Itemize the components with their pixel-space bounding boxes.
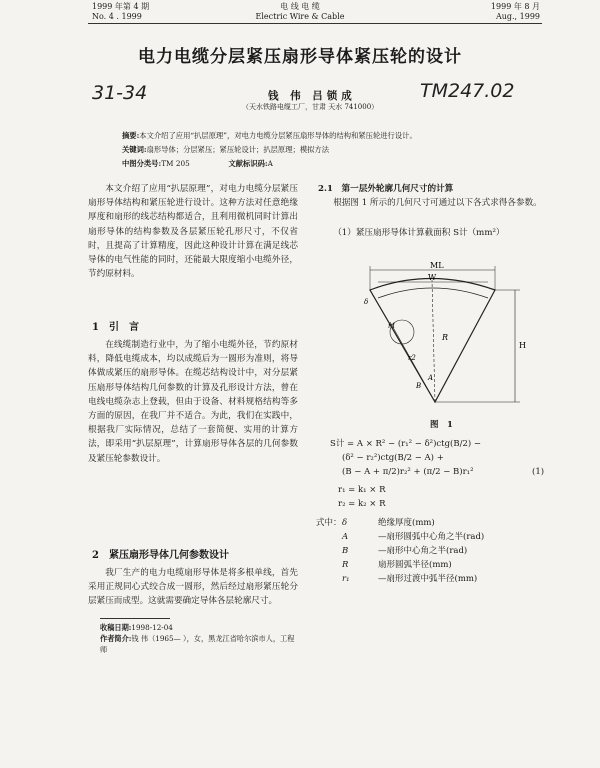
symbols-intro: 式中： (316, 518, 342, 528)
symbol-definition (342, 572, 484, 586)
handwritten-page-note: 31-34 (92, 82, 148, 104)
symbol-description: 扇形圆弧半径(mm) (378, 560, 452, 570)
keywords-text: 扇形导体；分层紧压；紧压轮设计；扒层原理；模拟方法 (146, 145, 330, 154)
equation-r1: r₁ = k₁ × R (338, 485, 386, 495)
journal-issue: 1999 年第 4 期 (92, 2, 150, 11)
symbol-name: R (342, 560, 349, 570)
section-2-paragraph: 我厂生产的电力电缆扇形导体是将多根单线，首先采用正规同心式绞合成一圆形，然后经过扇形紧压轮分层紧压而成型。这就需要确定导体各层轮廓尺寸。 (88, 568, 298, 607)
subsection-paragraph-2: （1）紧压扇形导体计算截面积 S计（mm²） (333, 228, 505, 238)
author-names: 钱 伟 吕锁成 (268, 90, 356, 102)
r1-label: r1 (388, 322, 396, 330)
delta-label: δ (364, 298, 369, 306)
equation-r2: r₂ = k₂ × R (338, 499, 386, 509)
symbol-description: —扇形过渡中弧半径(mm) (378, 574, 478, 584)
journal-name-en: Electric Wire & Cable (255, 12, 345, 21)
footnote (100, 622, 300, 655)
symbol-name: δ (342, 518, 348, 528)
symbol-description: 绝缘厚度(mm) (378, 518, 435, 528)
journal-date: 1999 年 8 月 (490, 2, 540, 11)
journal-name: 电 线 电 缆 (280, 2, 320, 11)
footnote-rule (100, 618, 170, 619)
symbol-list (342, 516, 484, 586)
symbol-description: —扇形中心角之半(rad) (378, 546, 468, 556)
r2-label: r2 (408, 354, 416, 362)
journal-date-en: Aug., 1999 (495, 12, 540, 21)
center-line (432, 280, 435, 402)
inner-arc (378, 288, 488, 298)
classification (122, 159, 273, 169)
keywords-label: 关键词: (122, 145, 147, 154)
abstract (122, 131, 417, 141)
doc-code: A (267, 159, 273, 168)
symbol-definition (342, 530, 484, 544)
section-1-heading: 1 引 言 (92, 322, 139, 333)
b-angle-label: B (416, 382, 422, 390)
figure-1-diagram (320, 262, 550, 412)
section-2-heading: 2 紧压扇形导体几何参数设计 (92, 550, 229, 561)
r-label: R (442, 333, 449, 342)
h-label: H (519, 341, 526, 350)
symbol-definition (342, 516, 484, 530)
symbol-name: r₁ (342, 574, 350, 584)
author-affiliation: （天水铁路电缆工厂，甘肃 天水 741000） (242, 103, 379, 111)
radius-line (390, 322, 435, 402)
ml-label: ML (430, 262, 444, 270)
equation-line-1: S计 = A × R² − (r₁² − δ²)ctg(B/2) − (330, 439, 481, 449)
subsection-2-1-heading: 2.1 第一层外轮廓几何尺寸的计算 (318, 184, 454, 194)
paper-title: 电力电缆分层紧压扇形导体紧压轮的设计 (138, 47, 462, 67)
class-label: 中图分类号: (122, 159, 162, 168)
doc-code-label: 文献标识码: (228, 159, 268, 168)
symbol-description: —扇形圆弧中心角之半(rad) (378, 532, 485, 542)
equation-line-2: (δ² − r₂²)ctg(B/2 − A) + (342, 453, 444, 463)
journal-issue-en: No. 4 . 1999 (92, 12, 142, 21)
figure-1-caption: 图 1 (430, 420, 453, 430)
author-bio: 作者简介:钱 伟（1965— ），女，黑龙江省哈尔滨市人，工程师 (100, 634, 295, 654)
header-rule (88, 23, 542, 24)
abstract-text: 本文介绍了应用“扒层原理”，对电力电缆分层紧压扇形导体的结构和紧压轮进行设计。 (139, 131, 417, 140)
class-number: TM 205 (161, 159, 190, 168)
subsection-paragraph-1: 根据图 1 所示的几何尺寸可通过以下各式求得各参数。 (333, 198, 542, 208)
a-angle-label: A (428, 374, 434, 382)
handwritten-class-note: TM247.02 (420, 80, 515, 102)
abstract-label: 摘要: (122, 131, 140, 140)
equation-line-3: (B − A + π/2)r₂² + (π/2 − B)r₁² (342, 467, 474, 477)
keywords (122, 145, 329, 155)
section-1-paragraph: 在线缆制造行业中，为了缩小电缆外径，节约原材料，降低电缆成本，均以成缆后为一圆形为准则，将导体做成紧压的扇形导体。在缆芯结构设计中，对分层紧压扇形导体结构几何参数的计算及孔形设计方法，曾在电线电缆杂志上登载，但由于设备、材料规格结构等多方面的原因，在我厂并不适合。为此，我们在实践中，根据我厂实际情况，总结了一套简便、实用的计算方法，即采用“扒层原理”，计算扇形导体各层的几何参数及紧压轮参数设计。 (88, 340, 298, 464)
intro-paragraph: 本文介绍了应用“扒层原理”，对电力电缆分层紧压扇形导体结构和紧压轮进行设计。这种方法对任意绝缘厚度和扇形的线芯结构都适合，且利用微机同时计算出扇形导体的结构参数及各层紧压轮孔形尺寸，不仅省时，且提高了计算精度，因此这种设计计算在满足线芯导体的电气性能的同时，还能最大限度缩小电缆外径，节约原材料。 (88, 184, 298, 280)
symbol-definition (342, 544, 484, 558)
equation-number: (1) (532, 467, 545, 477)
received-date: 收稿日期:1998-12-04 (100, 623, 173, 632)
symbol-definition (342, 558, 484, 572)
w-label: W (428, 273, 437, 282)
symbol-name: A (342, 532, 349, 542)
symbol-name: B (342, 546, 349, 556)
